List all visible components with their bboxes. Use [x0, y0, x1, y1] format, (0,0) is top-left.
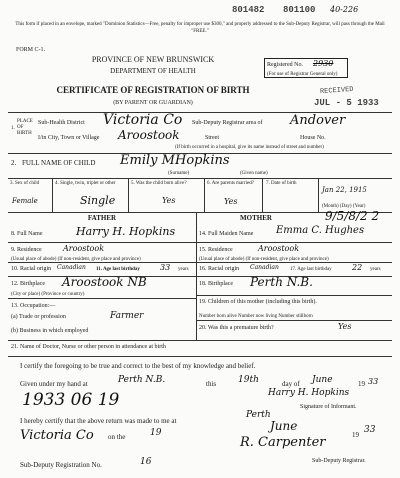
parents-married-value: Yes: [224, 197, 238, 206]
registered-number: 2930: [313, 59, 334, 68]
subhealth-value: Victoria Co: [103, 112, 183, 128]
return-month-value: June: [270, 419, 298, 433]
child-given-name: Emily M.: [120, 153, 180, 168]
father-age-label: 11. Age last birthday: [96, 267, 140, 272]
certificate-subtitle: (BY PARENT OR GUARDIAN): [113, 100, 193, 106]
informant-caption: Signature of Informant.: [300, 404, 357, 410]
given-year-value: 33: [368, 377, 379, 386]
street-label: Street: [205, 135, 219, 141]
given-name-caption: (Given name): [240, 171, 268, 176]
return-statement: I hereby certify that the above return was made to me at: [20, 417, 177, 425]
serial-right: 801100: [283, 5, 316, 15]
mother-age-label: 17. Age last birthday: [290, 267, 332, 272]
father-residence-value: Aroostook: [63, 244, 105, 253]
date-of-birth-caption: (Month) (Day) (Year): [322, 204, 366, 209]
return-place-value: Perth: [246, 410, 271, 420]
registered-caption: (For use of Registrar General only): [267, 72, 338, 77]
mailing-notice: This form if placed in an envelope, marked "Dominion Statistics—Free, penalty for improper use $300," and properly addressed to the Sub-Deputy Registrar, will pass through the Mail "FREE.": [15, 22, 385, 34]
informant-signature: Harry H. Hopkins: [268, 388, 350, 398]
sex-label: 3. Sex of child: [10, 181, 40, 186]
born-alive-value: Yes: [162, 196, 176, 205]
child-name-label: FULL NAME OF CHILD: [22, 159, 96, 167]
subdeputy-number-label: Sub-Deputy Registration No.: [20, 461, 102, 469]
father-residence-caption: (Usual place of abode) (If non-resident, give place and province): [11, 257, 141, 262]
father-name-value: Harry H. Hopkins: [76, 225, 176, 238]
serial-left: 801482: [232, 5, 265, 15]
date-of-birth-label: 7. Date of birth: [266, 181, 297, 186]
mother-birthplace-value: Perth N.B.: [250, 275, 313, 289]
mother-racial-value: Canadian: [250, 264, 279, 271]
father-trade-label: (a) Trade or profession: [11, 314, 66, 320]
certificate-title: CERTIFICATE OF REGISTRATION OF BIRTH: [56, 85, 250, 95]
mother-children-label: 19. Children of this mother (including this birth).: [199, 299, 317, 305]
subdeputy-area-value: Andover: [290, 113, 346, 128]
attendant-label: 21. Name of Doctor, Nurse or other person in attendance at birth: [11, 344, 166, 350]
plurality-label: 4. Single, twin, triplet or other: [55, 181, 116, 186]
parents-married-label: 6. Are parents married?: [207, 181, 254, 186]
form-number: FORM C-1.: [16, 47, 46, 53]
place-of-birth-label: PLACE OF BIRTH: [17, 119, 33, 136]
registrar-signature: R. Carpenter: [240, 435, 326, 450]
father-name-label: 8. Full Name: [11, 231, 43, 237]
subhealth-label: Sub-Health District: [38, 120, 85, 126]
given-day-value: 19th: [238, 375, 259, 385]
mother-heading: MOTHER: [240, 214, 272, 222]
mother-children-caption: Number born alive Number now living Number stillborn: [199, 314, 313, 319]
department-heading: DEPARTMENT OF HEALTH: [110, 67, 196, 75]
return-year-prefix: 19: [352, 431, 359, 439]
received-stamp-date: JUL - 5 1933: [314, 98, 379, 108]
mother-code-note: 9/5/8/2 2: [325, 209, 380, 223]
subdeputy-number-value: 16: [140, 457, 152, 467]
mother-name-label: 14. Full Maiden Name: [199, 231, 254, 237]
given-under-label: Given under my hand at: [20, 380, 88, 388]
house-number-label: House No.: [300, 135, 326, 141]
given-year-prefix: 19: [358, 380, 365, 388]
mother-age-unit: years: [370, 267, 381, 272]
premature-label: 20. Was this a premature birth?: [199, 325, 274, 331]
mother-residence-caption: (Usual place of abode) (If non-resident, give place and province): [199, 257, 329, 262]
row1-number: 1.: [11, 126, 15, 131]
mother-age-value: 22: [352, 263, 363, 272]
given-place-value: Perth N.B.: [118, 375, 166, 385]
father-racial-value: Canadian: [57, 264, 86, 271]
born-alive-label: 5. Was the child born alive?: [131, 181, 187, 186]
hospital-note: (If birth occurred in a hospital, give its name instead of street and number): [175, 145, 324, 150]
serial-note: 40-226: [330, 5, 359, 14]
return-county-value: Victoria Co: [20, 428, 94, 443]
father-birthplace-label: 12. Birthplace: [11, 281, 45, 287]
given-month-value: June: [312, 375, 333, 385]
mother-residence-label: 15. Residence: [199, 247, 233, 253]
plurality-value: Single: [80, 194, 116, 207]
father-occupation-label: 13. Occupation:—: [11, 303, 56, 309]
province-heading: PROVINCE OF NEW BRUNSWICK: [91, 55, 215, 64]
city-label: I/in City, Town or Village: [38, 135, 100, 141]
return-on-label: on the: [108, 433, 126, 441]
row2-number: 2.: [11, 159, 17, 167]
father-birthplace-value: Aroostook NB: [62, 275, 147, 289]
father-age-unit: years: [178, 267, 189, 272]
father-racial-label: 10. Racial origin: [11, 266, 52, 272]
return-day-value: 19: [150, 428, 162, 438]
father-trade-value: Farmer: [110, 311, 144, 321]
day-of-label: day of: [282, 380, 300, 388]
father-business-label: (b) Business in which employed: [11, 328, 89, 334]
received-stamp: RECEIVED: [319, 85, 354, 97]
surname-caption: (Surname): [168, 171, 190, 176]
father-age-value: 33: [160, 263, 171, 272]
city-value: Aroostook: [118, 128, 180, 142]
return-year-value: 33: [364, 425, 376, 435]
mother-residence-value: Aroostook: [258, 244, 300, 253]
certification-statement: I certify the foregoing to be true and correct to the best of my knowledge and belief.: [20, 362, 256, 370]
subdeputy-area-label: Sub-Deputy Registrar area of: [192, 120, 263, 126]
premature-value: Yes: [338, 322, 352, 331]
return-date-written: 1933 06 19: [22, 390, 120, 410]
child-surname: Hopkins: [175, 153, 230, 168]
mother-name-value: Emma C. Hughes: [276, 225, 365, 236]
this-label: this: [206, 380, 217, 388]
father-residence-label: 9. Residence: [11, 247, 42, 253]
mother-racial-label: 16. Racial origin: [199, 266, 240, 272]
father-birthplace-caption: (City or place) (Province or country): [11, 292, 85, 297]
mother-birthplace-label: 18. Birthplace: [199, 281, 233, 287]
father-heading: FATHER: [87, 214, 117, 222]
date-of-birth-value: Jan 22, 1915: [322, 186, 367, 194]
registrar-caption: Sub-Deputy Registrar.: [312, 458, 366, 464]
sex-value: Female: [12, 197, 38, 205]
registered-label: Registered No.: [267, 62, 303, 68]
